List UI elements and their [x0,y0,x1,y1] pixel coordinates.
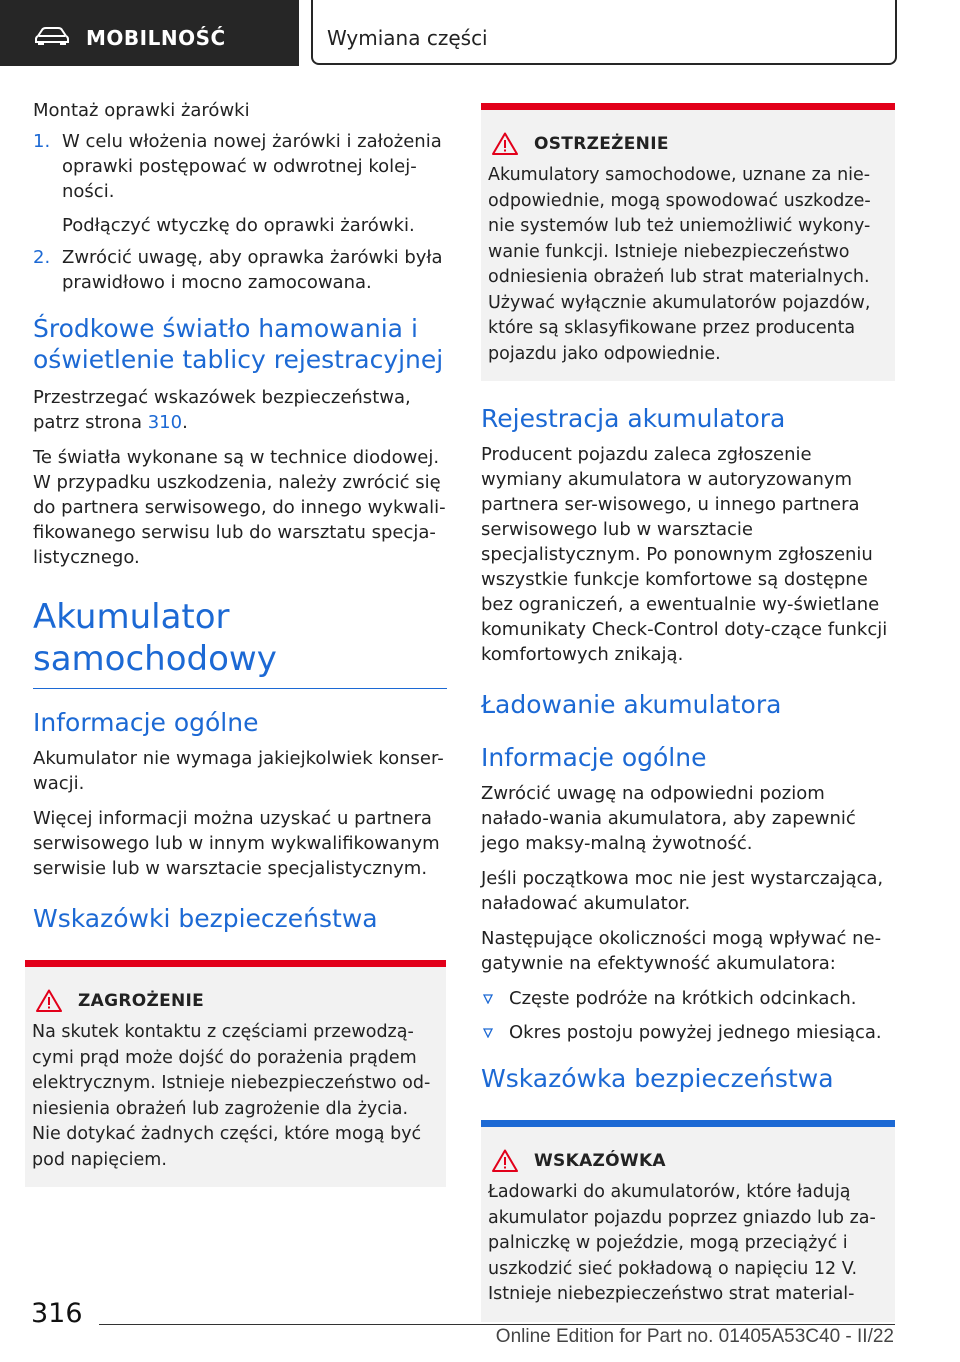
list-item [481,986,895,1011]
brake-text-before: Przestrzegać wskazówek bezpieczeństwa, patrz strona [33,387,411,433]
hint-heading: Wskazówka bezpieczeństwa [481,1064,834,1093]
charging-paragraph-3: Następujące okoliczności mogą wpływać ne-gatywnie na efektywność akumulatora: [481,928,882,974]
charging-heading: Ładowanie akumulatora [481,690,782,719]
step-number: 2. [33,247,51,268]
general-info-heading: Informacje ogólne [33,708,259,737]
edition-label: Online Edition for Part no. 01405A53C40 - II/22 [495,1326,894,1347]
left-column [33,98,447,1187]
warning-triangle-icon [492,132,518,155]
notice-header [488,1149,887,1172]
triangle-bullet-icon [483,994,493,1004]
general-paragraph-2: Więcej informacji można uzyskać u partnera serwisowego lub w innym wykwalifikowanym serwisie lub w warsztacie specjalistycznym. [33,808,440,879]
conditions-list [481,986,895,1045]
step-item [33,129,447,238]
charging-general-heading: Informacje ogólne [481,743,707,772]
safety-heading: Wskazówki bezpieczeństwa [33,904,378,933]
brake-paragraph-2: Te światła wykonane są w technice diodowej. W przypadku uszkodzenia, należy zwrócić się do partnera serwisowego, do innego wykwali-fikowanego serwisu lub do warsztatu specja-listycznego. [33,447,446,568]
warning-label: OSTRZEŻENIE [534,133,669,154]
steps-list [33,129,447,295]
step-number: 1. [33,131,51,152]
chapter-tab [311,0,897,65]
list-item-text: Okres postoju powyżej jednego miesiąca. [509,1022,882,1043]
danger-label: ZAGROŻENIE [78,990,205,1011]
warning-box [481,103,895,381]
danger-box [25,960,446,1187]
page-header [0,0,960,66]
right-column [481,103,895,1322]
step-item [33,245,447,295]
page-link[interactable]: 310 [147,412,183,433]
warning-header [488,132,887,155]
brake-light-heading: Środkowe światło hamowania i oświetlenie tablicy rejestracyjnej [33,314,444,374]
list-item-text: Częste podróże na krótkich odcinkach. [509,988,857,1009]
registration-text: Producent pojazdu zaleca zgłoszenie wymiany akumulatora w autoryzowanym partnera ser-wisowego, u innego partnera serwisowego lub w warsztacie specjalistycznym. Po ponownym zgłoszeniu wszystkie funkcje komfortowe są dostępne bez ograniczeń, a ewentualnie wy-świetlane komunikaty Check-Control doty-czące funkcji komfortowych znikają. [481,444,888,665]
charging-paragraph-1: Zwrócić uwagę na odpowiedni poziom nałado-wania akumulatora, aby zapewnić jego maksy-malną żywotność. [481,783,856,854]
warning-triangle-icon [492,1149,518,1172]
registration-heading: Rejestracja akumulatora [481,404,786,433]
triangle-bullet-icon [483,1028,493,1038]
notice-label: WSKAZÓWKA [534,1150,666,1171]
brake-paragraph-1 [33,385,447,435]
footer-divider [99,1324,895,1325]
section-tab [0,0,299,66]
warning-triangle-icon [36,989,62,1012]
step-text: Zwrócić uwagę, aby oprawka żarówki była prawidłowo i mocno zamocowana. [62,247,443,293]
mount-title: Montaż oprawki żarówki [33,100,250,121]
step-continuation: Podłączyć wtyczkę do oprawki żarówki. [62,215,415,236]
car-icon [35,27,69,45]
section-title: MOBILNOŚĆ [86,26,226,50]
general-paragraph-1: Akumulator nie wymaga jakiejkolwiek konser-wacji. [33,748,444,794]
danger-header [32,989,438,1012]
brake-text-after: . [182,412,188,433]
list-item [481,1020,895,1045]
page-footer [0,1290,960,1362]
warning-text: Akumulatory samochodowe, uznane za nie-odpowiednie, mogą spowodować uszkodze-nie systemów lub też uniemożliwić wykony-wanie funkcji. Istnieje niebezpieczeństwo odniesienia obrażeń lub strat materialnych. Używać wyłącznie akumulatorów pojazdów, które są sklasyfikowane przez producenta pojazdu jako odpowiednie. [488,165,871,364]
notice-text: Ładowarki do akumulatorów, które ładują akumulator pojazdu poprzez gniazdo lub za-palniczkę w pojeździe, mogą przeciążyć i uszkodzić sieć pokładową o napięciu 12 V. Istnieje niebezpieczeństwo strat material- [488,1182,876,1304]
charging-paragraph-2: Jeśli początkowa moc nie jest wystarczająca, naładować akumulator. [481,868,884,914]
battery-heading: Akumulator samochodowy [33,596,447,689]
page-number: 316 [31,1298,83,1329]
step-text: W celu włożenia nowej żarówki i założenia oprawki postępować w odwrotnej kolej-ności. [62,131,442,202]
chapter-title: Wymiana części [327,26,488,50]
danger-text: Na skutek kontaktu z częściami przewodzą-cymi prąd może dojść do porażenia prądem elektrycznym. Istnieje niebezpieczeństwo od-niesienia obrażeń lub zagrożenie dla życia. Nie dotykać żadnych części, które mogą być pod napięciem. [32,1022,431,1170]
